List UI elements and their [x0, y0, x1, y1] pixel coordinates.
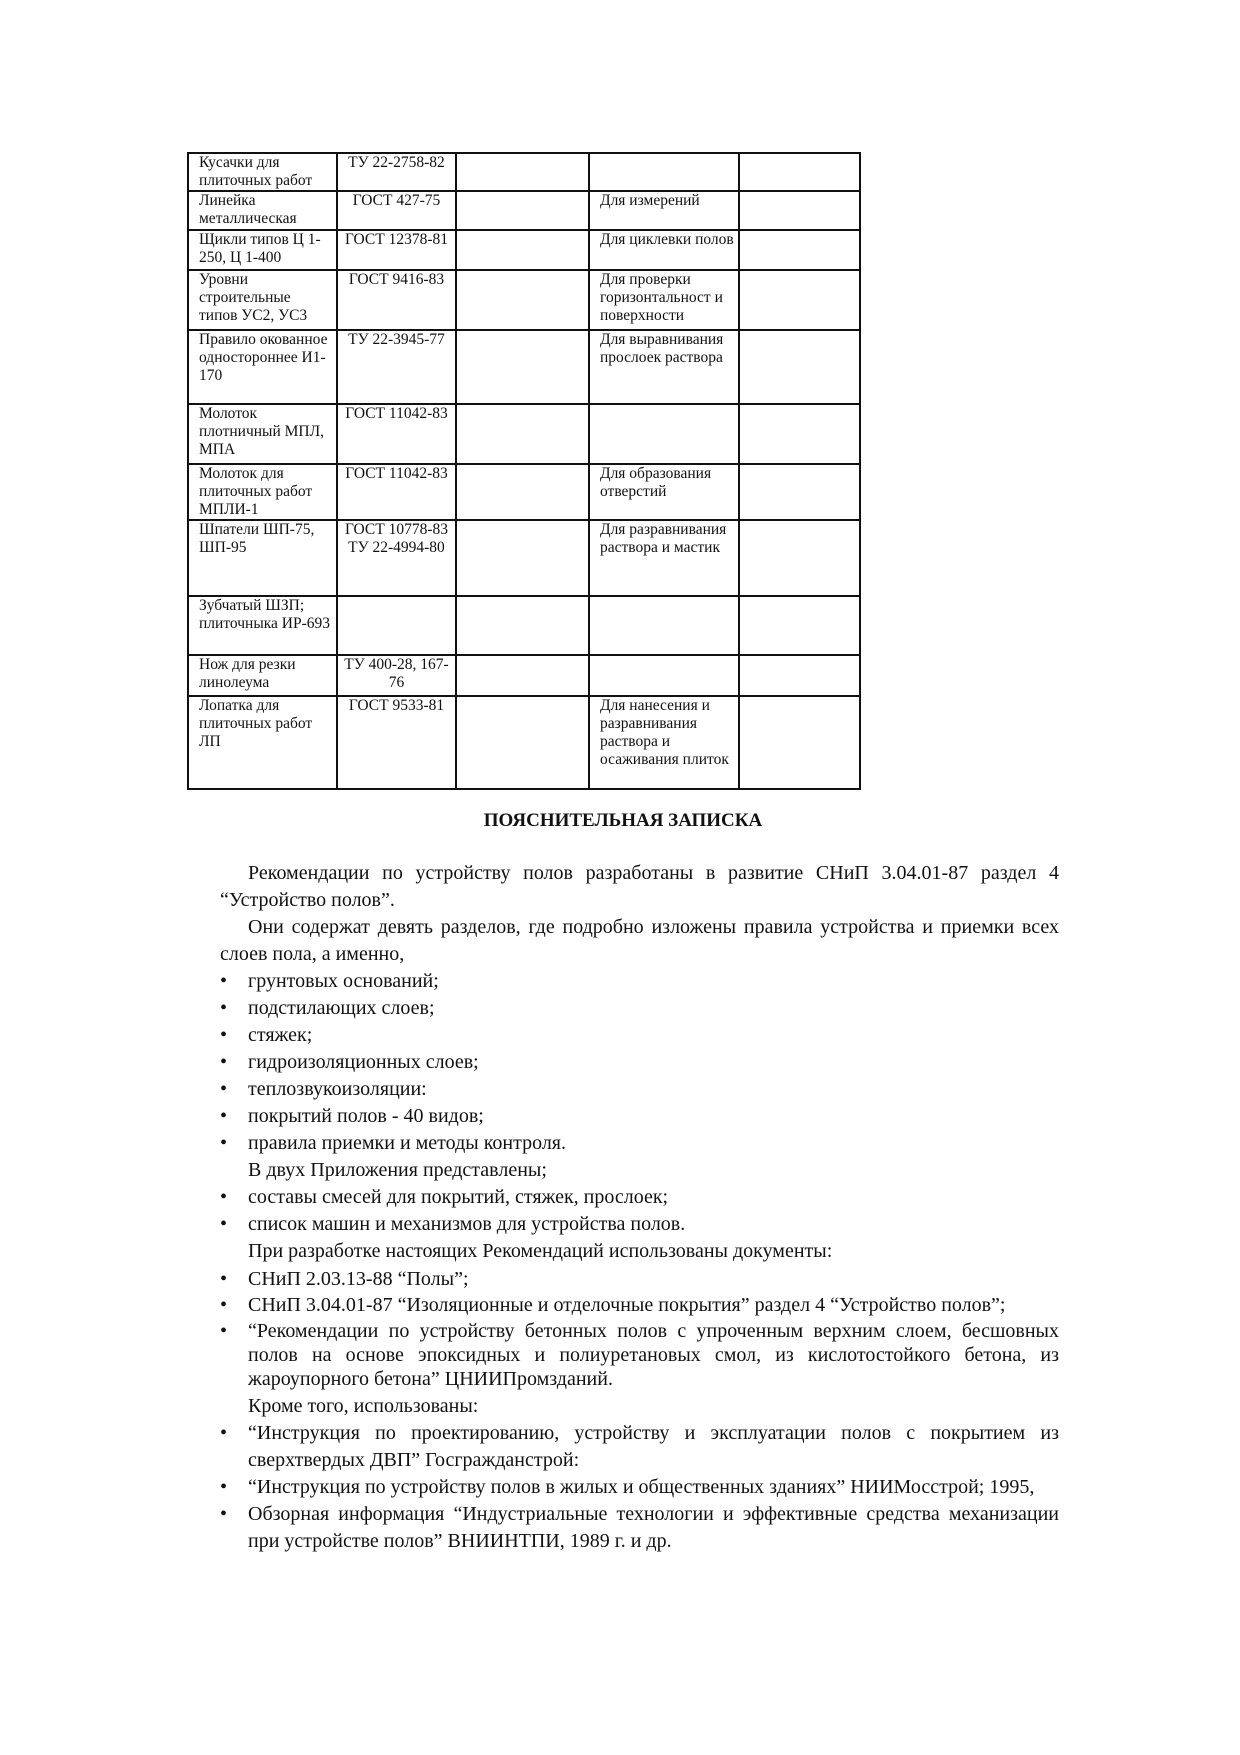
- bullet-icon: •: [220, 1268, 228, 1290]
- cell-purpose: [589, 404, 739, 464]
- list-item: [220, 1049, 1059, 1076]
- list-item-text: СНиП 3.04.01-87 “Изоляционные и отделочные покрытия” раздел 4 “Устройство полов”;: [248, 1294, 1006, 1316]
- list-item: [220, 1319, 1059, 1391]
- list-item-text: правила приемки и методы контроля.: [248, 1132, 566, 1154]
- cell-standard: ТУ 400-28, 167-76: [337, 655, 456, 696]
- cell-name: Молоток плотничный МПЛ, МПА: [188, 404, 337, 464]
- cell-col5: [739, 696, 860, 789]
- cell-col3: [456, 191, 589, 230]
- cell-col3: [456, 330, 589, 404]
- table-row: [188, 596, 860, 655]
- explanatory-note: [220, 860, 1059, 1555]
- list-item: [220, 1022, 1059, 1049]
- table-row: [188, 696, 860, 789]
- cell-name: Правило окованное одностороннее И1-170: [188, 330, 337, 404]
- cell-purpose: Для нанесения и разравнивания раствора и осаживания плиток: [589, 696, 739, 789]
- cell-col3: [456, 520, 589, 596]
- section-heading: ПОЯСНИТЕЛЬНАЯ ЗАПИСКА: [483, 810, 763, 831]
- cell-standard: ГОСТ 9416-83: [337, 270, 456, 330]
- bullet-icon: •: [220, 1078, 228, 1100]
- list-item: [220, 1293, 1059, 1317]
- list-item: [220, 1211, 1059, 1238]
- cell-purpose: Для измерений: [589, 191, 739, 230]
- cell-col3: [456, 153, 589, 191]
- cell-purpose: [589, 655, 739, 696]
- bullet-icon: •: [220, 1294, 228, 1316]
- table-row: [188, 153, 860, 191]
- list-item-text: грунтовых оснований;: [248, 970, 439, 992]
- cell-col5: [739, 596, 860, 655]
- bullet-icon: •: [220, 1320, 228, 1342]
- list-item-text: “Инструкция по проектированию, устройству и эксплуатации полов с покрытием из сверхтвердых ДВП” Госгражданстрой:: [248, 1422, 1059, 1471]
- documents-list: [220, 1267, 1059, 1391]
- cell-name: Молоток для плиточных работ МПЛИ-1: [188, 464, 337, 520]
- cell-name: Нож для резки линолеума: [188, 655, 337, 696]
- list-item: [220, 1184, 1059, 1211]
- bullet-icon: •: [220, 1132, 228, 1154]
- list-item: [220, 968, 1059, 995]
- list-item-text: Обзорная информация “Индустриальные технологии и эффективные средства механизации при устройстве полов” ВНИИНТПИ, 1989 г. и др.: [248, 1503, 1059, 1552]
- list-item-text: подстилающих слоев;: [248, 997, 435, 1019]
- cell-col5: [739, 153, 860, 191]
- table-row: [188, 270, 860, 330]
- cell-col3: [456, 270, 589, 330]
- bullet-icon: •: [220, 1024, 228, 1046]
- list-item: [220, 1420, 1059, 1474]
- cell-purpose: Для разравнивания раствора и мастик: [589, 520, 739, 596]
- cell-name: Лопатка для плиточных работ ЛП: [188, 696, 337, 789]
- cell-col3: [456, 404, 589, 464]
- list-item-text: покрытий полов - 40 видов;: [248, 1105, 484, 1127]
- table-row: [188, 191, 860, 230]
- cell-col5: [739, 330, 860, 404]
- cell-standard: ГОСТ 10778-83 ТУ 22-4994-80: [337, 520, 456, 596]
- paragraph: Кроме того, использованы:: [248, 1395, 479, 1417]
- cell-col5: [739, 520, 860, 596]
- list-item: [220, 1474, 1059, 1501]
- paragraph: В двух Приложения представлены;: [248, 1159, 547, 1181]
- layers-list: [220, 968, 1059, 1157]
- table-row: [188, 655, 860, 696]
- cell-name: Кусачки для плиточных работ: [188, 153, 337, 191]
- bullet-icon: •: [220, 1503, 228, 1525]
- cell-col5: [739, 270, 860, 330]
- table-row: [188, 520, 860, 596]
- list-item-text: стяжек;: [248, 1024, 313, 1046]
- bullet-icon: •: [220, 970, 228, 992]
- table-row: [188, 230, 860, 270]
- cell-name: Шпатели ШП-75, ШП-95: [188, 520, 337, 596]
- appendix-list: [220, 1184, 1059, 1238]
- cell-purpose: Для циклевки полов: [589, 230, 739, 270]
- list-item: [220, 1130, 1059, 1157]
- table-row: [188, 464, 860, 520]
- list-item: [220, 1501, 1059, 1555]
- cell-standard: [337, 596, 456, 655]
- cell-col5: [739, 404, 860, 464]
- cell-col3: [456, 596, 589, 655]
- list-item-text: теплозвукоизоляции:: [248, 1078, 427, 1100]
- paragraph: При разработке настоящих Рекомендаций использованы документы:: [248, 1240, 833, 1262]
- cell-col5: [739, 191, 860, 230]
- bullet-icon: •: [220, 1105, 228, 1127]
- list-item: [220, 1076, 1059, 1103]
- cell-standard: ГОСТ 12378-81: [337, 230, 456, 270]
- additional-documents-list: [220, 1420, 1059, 1555]
- cell-purpose: Для проверки горизонтальност и поверхности: [589, 270, 739, 330]
- paragraph: Рекомендации по устройству полов разработаны в развитие СНиП 3.04.01-87 раздел 4 “Устройство полов”.: [220, 862, 1059, 911]
- cell-standard: ГОСТ 11042-83: [337, 464, 456, 520]
- bullet-icon: •: [220, 1186, 228, 1208]
- list-item-text: “Инструкция по устройству полов в жилых и общественных зданиях” НИИМосстрой; 1995,: [248, 1476, 1035, 1498]
- cell-purpose: Для выравнивания прослоек раствора: [589, 330, 739, 404]
- list-item: [220, 995, 1059, 1022]
- cell-standard: ГОСТ 9533-81: [337, 696, 456, 789]
- cell-col3: [456, 655, 589, 696]
- bullet-icon: •: [220, 1422, 228, 1444]
- paragraph: Они содержат девять разделов, где подробно изложены правила устройства и приемки всех слоев пола, а именно,: [220, 916, 1059, 965]
- cell-col3: [456, 464, 589, 520]
- list-item-text: “Рекомендации по устройству бетонных полов с упроченным верхним слоем, бесшовных полов на основе эпоксидных и полиуретановых смол, из кислотостойкого бетона, из жароупорного бетона” ЦНИИПромзданий.: [248, 1320, 1059, 1390]
- cell-standard: ТУ 22-2758-82: [337, 153, 456, 191]
- cell-col5: [739, 230, 860, 270]
- cell-standard: ГОСТ 11042-83: [337, 404, 456, 464]
- cell-purpose: [589, 596, 739, 655]
- cell-purpose: Для образования отверстий: [589, 464, 739, 520]
- list-item-text: гидроизоляционных слоев;: [248, 1051, 479, 1073]
- table-row: [188, 404, 860, 464]
- cell-name: Щикли типов Ц 1-250, Ц 1-400: [188, 230, 337, 270]
- table-row: [188, 330, 860, 404]
- cell-name: Зубчатый ШЗП; плиточныка ИР-693: [188, 596, 337, 655]
- cell-col3: [456, 230, 589, 270]
- list-item-text: составы смесей для покрытий, стяжек, прослоек;: [248, 1186, 669, 1208]
- cell-name: Линейка металлическая: [188, 191, 337, 230]
- cell-standard: ТУ 22-3945-77: [337, 330, 456, 404]
- cell-col5: [739, 464, 860, 520]
- cell-col3: [456, 696, 589, 789]
- list-item: [220, 1267, 1059, 1291]
- list-item-text: список машин и механизмов для устройства полов.: [248, 1213, 686, 1235]
- bullet-icon: •: [220, 1213, 228, 1235]
- bullet-icon: •: [220, 997, 228, 1019]
- cell-purpose: [589, 153, 739, 191]
- cell-name: Уровни строительные типов УС2, УС3: [188, 270, 337, 330]
- cell-col5: [739, 655, 860, 696]
- tools-table: [187, 152, 861, 790]
- list-item-text: СНиП 2.03.13-88 “Полы”;: [248, 1268, 469, 1290]
- bullet-icon: •: [220, 1476, 228, 1498]
- list-item: [220, 1103, 1059, 1130]
- bullet-icon: •: [220, 1051, 228, 1073]
- cell-standard: ГОСТ 427-75: [337, 191, 456, 230]
